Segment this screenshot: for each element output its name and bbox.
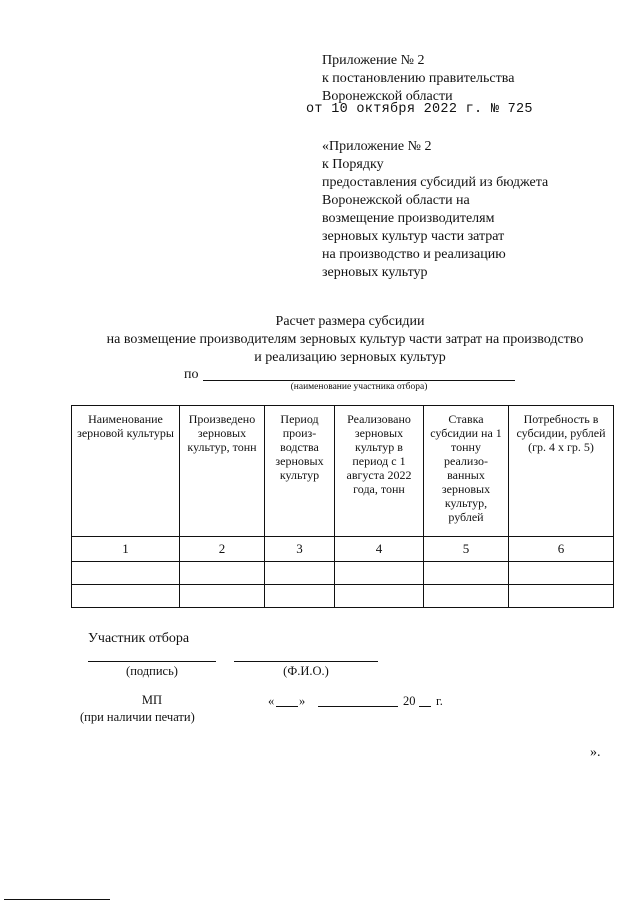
column-number: 4 xyxy=(335,537,424,562)
column-header: Ставка субсидии на 1 тонну реализо- ванных зерновых культур, рублей xyxy=(424,406,509,537)
po-label: по xyxy=(184,367,199,382)
column-number: 2 xyxy=(180,537,265,562)
table-cell[interactable] xyxy=(265,562,335,585)
participant-label: Участник отбора xyxy=(88,631,190,646)
date-day-field[interactable] xyxy=(276,706,298,707)
column-header: Произведено зерновых культур, тонн xyxy=(180,406,265,537)
table-cell[interactable] xyxy=(509,585,614,608)
date-year-prefix: 20 xyxy=(403,694,416,708)
column-header: Реализовано зерновых культур в период с 1 августа 2022 года, тонн xyxy=(335,406,424,537)
order-appendix-line: предоставления субсидий из бюджета xyxy=(322,175,549,190)
appendix-header xyxy=(322,52,514,106)
column-header: Потребность в субсидии, рублей (гр. 4 х гр. 5) xyxy=(509,406,614,537)
participant-name-field[interactable] xyxy=(203,380,515,381)
stamp-label: МП xyxy=(141,693,163,707)
fio-caption: (Ф.И.О.) xyxy=(283,664,329,678)
date-quote-open: « xyxy=(268,694,275,708)
order-appendix-line: возмещение производителям xyxy=(322,211,495,226)
table-cell[interactable] xyxy=(424,562,509,585)
date-month-field[interactable] xyxy=(318,706,398,707)
date-year-field[interactable] xyxy=(419,706,431,707)
table-row xyxy=(72,562,614,585)
table-row xyxy=(72,585,614,608)
signature-caption: (подпись) xyxy=(126,664,178,678)
table-header-row xyxy=(72,406,614,537)
date-quote-close: » xyxy=(299,694,306,708)
table-cell[interactable] xyxy=(335,562,424,585)
table-cell[interactable] xyxy=(424,585,509,608)
table-cell[interactable] xyxy=(180,585,265,608)
column-header: Период произ- водства зерновых культур xyxy=(265,406,335,537)
appendix-number: Приложение № 2 xyxy=(322,53,425,68)
column-number: 6 xyxy=(509,537,614,562)
stamp-caption: (при наличии печати) xyxy=(80,710,195,724)
document-title xyxy=(60,313,640,367)
decree-date-stamp: от 10 октября 2022 г. № 725 xyxy=(306,102,533,117)
title-line: Расчет размера субсидии xyxy=(275,314,425,329)
order-appendix-number: «Приложение № 2 xyxy=(322,139,432,154)
order-appendix-line: на производство и реализацию xyxy=(322,247,506,262)
table-cell[interactable] xyxy=(265,585,335,608)
subsidy-calculation-table xyxy=(71,405,614,608)
closing-quote: ». xyxy=(590,745,601,760)
table-cell[interactable] xyxy=(72,562,180,585)
appendix-region: Воронежской области xyxy=(322,89,453,104)
table-cell[interactable] xyxy=(335,585,424,608)
date-year-suffix: г. xyxy=(436,694,443,708)
column-number: 3 xyxy=(265,537,335,562)
table-cell[interactable] xyxy=(509,562,614,585)
column-header: Наименование зерновой культуры xyxy=(72,406,180,537)
table-number-row xyxy=(72,537,614,562)
order-appendix-line: к Порядку xyxy=(322,157,384,172)
table-cell[interactable] xyxy=(180,562,265,585)
fio-field[interactable] xyxy=(234,661,378,662)
order-appendix-header xyxy=(322,138,548,282)
column-number: 1 xyxy=(72,537,180,562)
title-line: на возмещение производителям зерновых культур части затрат на производство xyxy=(106,332,584,347)
order-appendix-line: зерновых культур xyxy=(322,265,428,280)
table-cell[interactable] xyxy=(72,585,180,608)
participant-name-caption: (наименование участника отбора) xyxy=(290,382,428,392)
title-line: и реализацию зерновых культур xyxy=(254,350,446,365)
order-appendix-line: зерновых культур части затрат xyxy=(322,229,505,244)
order-appendix-line: Воронежской области на xyxy=(322,193,470,208)
column-number: 5 xyxy=(424,537,509,562)
footer-rule xyxy=(4,899,110,900)
signature-field[interactable] xyxy=(88,661,216,662)
appendix-decree: к постановлению правительства xyxy=(322,71,515,86)
